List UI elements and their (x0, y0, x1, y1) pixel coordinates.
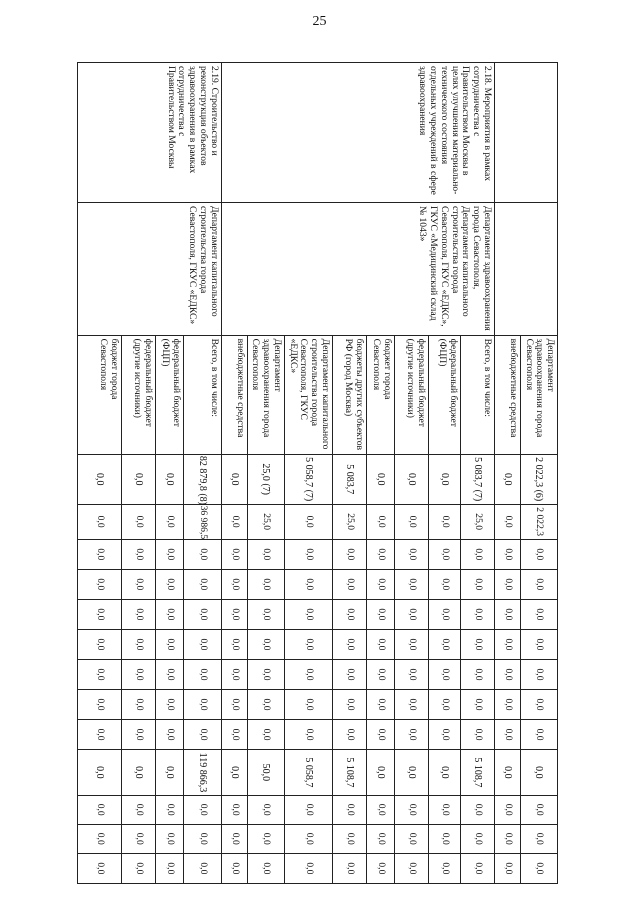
funding-source-cell: Департамент здравоохранения города Севастополя (247, 335, 284, 454)
funding-source-cell: бюджет города Севастополя (366, 335, 394, 454)
value-cell: 0,0 (494, 504, 520, 539)
value-cell: 0,0 (155, 539, 183, 569)
value-cell: 0,0 (366, 720, 394, 750)
value-cell: 0,0 (332, 539, 366, 569)
value-cell: 0,0 (332, 853, 366, 883)
value-cell: 50,0 (247, 750, 284, 796)
value-cell: 0,0 (460, 690, 494, 720)
value-cell: 0,0 (284, 539, 332, 569)
value-cell: 0,0 (394, 690, 428, 720)
funding-source-cell: Всего, в том числе: (183, 335, 221, 454)
value-cell: 0,0 (247, 659, 284, 689)
value-cell: 0,0 (77, 659, 121, 689)
value-cell: 0,0 (155, 659, 183, 689)
value-cell: 0,0 (221, 569, 247, 599)
value-cell: 0,0 (494, 454, 520, 504)
value-cell: 0,0 (332, 824, 366, 853)
value-cell: 0,0 (221, 599, 247, 629)
value-cell: 0,0 (520, 599, 557, 629)
value-cell: 0,0 (428, 690, 460, 720)
value-cell: 0,0 (77, 454, 121, 504)
value-cell: 0,0 (366, 569, 394, 599)
funding-source-cell: внебюджетные средства (494, 335, 520, 454)
value-cell: 0,0 (366, 750, 394, 796)
value-cell: 0,0 (183, 690, 221, 720)
value-cell: 0,0 (247, 795, 284, 824)
section-title-cell: 2.18. Мероприятия в рамках сотрудничества с Правительством Москвы в целях улучшения материально-технического состояния отдельных учреждений в сфере здравоохранения (221, 63, 494, 203)
section-executor-cell: Департамент капитального строительства города Севастополя, ГКУС «ЕДКС» (77, 202, 221, 335)
value-cell: 0,0 (221, 659, 247, 689)
value-cell: 0,0 (520, 659, 557, 689)
value-cell: 5 083,7 (332, 454, 366, 504)
value-cell: 0,0 (520, 853, 557, 883)
value-cell: 0,0 (394, 629, 428, 659)
value-cell: 0,0 (77, 720, 121, 750)
value-cell: 0,0 (121, 795, 155, 824)
value-cell: 0,0 (155, 454, 183, 504)
value-cell: 5 108,7 (460, 750, 494, 796)
value-cell: 0,0 (366, 599, 394, 629)
value-cell: 0,0 (77, 629, 121, 659)
value-cell: 0,0 (332, 690, 366, 720)
value-cell: 0,0 (155, 569, 183, 599)
value-cell: 0,0 (520, 795, 557, 824)
section-title-cell: 2.19. Строительство и реконструкция объектов здравоохранения в рамках сотрудничества с Правительством Москвы (77, 63, 221, 203)
value-cell: 0,0 (428, 569, 460, 599)
value-cell: 0,0 (183, 539, 221, 569)
value-cell: 0,0 (494, 795, 520, 824)
value-cell: 0,0 (428, 504, 460, 539)
value-cell: 0,0 (121, 504, 155, 539)
value-cell: 0,0 (394, 504, 428, 539)
value-cell: 0,0 (494, 824, 520, 853)
value-cell: 0,0 (121, 824, 155, 853)
value-cell: 0,0 (460, 539, 494, 569)
table-row (460, 63, 494, 884)
value-cell: 0,0 (155, 795, 183, 824)
value-cell: 0,0 (428, 853, 460, 883)
value-cell: 0,0 (247, 569, 284, 599)
value-cell: 0,0 (366, 659, 394, 689)
value-cell: 0,0 (77, 853, 121, 883)
value-cell: 0,0 (428, 629, 460, 659)
value-cell: 0,0 (394, 824, 428, 853)
value-cell: 25,0 (7) (247, 454, 284, 504)
value-cell: 0,0 (332, 629, 366, 659)
value-cell: 0,0 (394, 795, 428, 824)
value-cell: 0,0 (494, 599, 520, 629)
value-cell: 0,0 (155, 504, 183, 539)
value-cell: 0,0 (394, 720, 428, 750)
value-cell: 0,0 (121, 853, 155, 883)
funding-source-cell: федеральный бюджет (другие источники) (121, 335, 155, 454)
value-cell: 0,0 (494, 853, 520, 883)
value-cell: 0,0 (428, 659, 460, 689)
value-cell: 0,0 (366, 454, 394, 504)
value-cell: 0,0 (460, 569, 494, 599)
value-cell: 0,0 (221, 795, 247, 824)
value-cell: 0,0 (428, 720, 460, 750)
value-cell: 0,0 (155, 599, 183, 629)
value-cell: 5 083,7 (7) (460, 454, 494, 504)
value-cell: 0,0 (77, 569, 121, 599)
value-cell: 5 108,7 (332, 750, 366, 796)
value-cell: 25,0 (247, 504, 284, 539)
value-cell: 0,0 (247, 539, 284, 569)
value-cell: 5 058,7 (284, 750, 332, 796)
value-cell: 0,0 (121, 599, 155, 629)
value-cell: 0,0 (520, 690, 557, 720)
funding-source-cell: внебюджетные средства (221, 335, 247, 454)
rotated-table-container (88, 62, 558, 884)
value-cell: 0,0 (284, 629, 332, 659)
value-cell: 82 879,8 (8) (183, 454, 221, 504)
value-cell: 0,0 (284, 659, 332, 689)
value-cell: 0,0 (366, 824, 394, 853)
value-cell: 0,0 (332, 569, 366, 599)
value-cell: 0,0 (394, 659, 428, 689)
value-cell: 0,0 (366, 690, 394, 720)
value-cell: 0,0 (247, 599, 284, 629)
funding-source-cell: федеральный бюджет (ФЦП) (155, 335, 183, 454)
value-cell: 0,0 (460, 659, 494, 689)
funding-source-cell: бюджеты других субъектов РФ (город Москва) (332, 335, 366, 454)
table-row (183, 63, 221, 884)
value-cell: 0,0 (494, 539, 520, 569)
value-cell: 0,0 (520, 629, 557, 659)
value-cell: 36 986,5 (183, 504, 221, 539)
value-cell: 0,0 (247, 720, 284, 750)
value-cell: 0,0 (460, 795, 494, 824)
value-cell: 0,0 (494, 569, 520, 599)
value-cell: 0,0 (460, 824, 494, 853)
section-executor-cell (494, 202, 557, 335)
value-cell: 0,0 (155, 853, 183, 883)
value-cell: 0,0 (77, 539, 121, 569)
value-cell: 0,0 (428, 599, 460, 629)
value-cell: 0,0 (183, 824, 221, 853)
section-title-cell (494, 63, 557, 203)
value-cell: 0,0 (332, 659, 366, 689)
funding-source-cell: бюджет города Севастополя (77, 335, 121, 454)
value-cell: 0,0 (221, 750, 247, 796)
value-cell: 0,0 (121, 539, 155, 569)
value-cell: 0,0 (520, 539, 557, 569)
value-cell: 0,0 (183, 659, 221, 689)
value-cell: 0,0 (77, 824, 121, 853)
value-cell: 0,0 (520, 824, 557, 853)
value-cell: 0,0 (284, 690, 332, 720)
value-cell: 0,0 (247, 629, 284, 659)
value-cell: 0,0 (494, 690, 520, 720)
value-cell: 0,0 (460, 853, 494, 883)
budget-table (77, 62, 558, 884)
value-cell: 0,0 (247, 690, 284, 720)
value-cell: 0,0 (155, 690, 183, 720)
value-cell: 0,0 (332, 720, 366, 750)
value-cell: 0,0 (183, 853, 221, 883)
value-cell: 0,0 (221, 539, 247, 569)
value-cell: 0,0 (121, 720, 155, 750)
value-cell: 0,0 (183, 569, 221, 599)
value-cell: 0,0 (77, 750, 121, 796)
value-cell: 0,0 (394, 454, 428, 504)
value-cell: 0,0 (332, 599, 366, 629)
value-cell: 119 866,3 (183, 750, 221, 796)
value-cell: 2 022,3 (520, 504, 557, 539)
value-cell: 0,0 (155, 720, 183, 750)
value-cell: 0,0 (221, 504, 247, 539)
value-cell: 0,0 (494, 750, 520, 796)
section-executor-cell: Департамент здравоохранения города Севастополя, Департамент капитального строительства города Севастополя, ГКУС «ЕДКС», ГКУС «Медицинский склад № 1043» (221, 202, 494, 335)
value-cell: 0,0 (494, 629, 520, 659)
value-cell: 0,0 (221, 720, 247, 750)
table-body (77, 63, 557, 884)
funding-source-cell: федеральный бюджет (ФЦП) (428, 335, 460, 454)
value-cell: 0,0 (77, 504, 121, 539)
value-cell: 0,0 (394, 750, 428, 796)
value-cell: 0,0 (284, 853, 332, 883)
value-cell: 0,0 (366, 795, 394, 824)
value-cell: 0,0 (183, 720, 221, 750)
value-cell: 0,0 (366, 539, 394, 569)
value-cell: 0,0 (155, 750, 183, 796)
value-cell: 0,0 (394, 599, 428, 629)
value-cell: 0,0 (121, 629, 155, 659)
value-cell: 0,0 (183, 629, 221, 659)
value-cell: 0,0 (221, 824, 247, 853)
value-cell: 0,0 (155, 629, 183, 659)
funding-source-cell: Всего, в том числе: (460, 335, 494, 454)
value-cell: 0,0 (284, 504, 332, 539)
value-cell: 0,0 (284, 795, 332, 824)
page-number: 25 (312, 14, 327, 29)
value-cell: 0,0 (121, 690, 155, 720)
value-cell: 0,0 (460, 599, 494, 629)
value-cell: 0,0 (183, 795, 221, 824)
value-cell: 0,0 (394, 853, 428, 883)
value-cell: 0,0 (77, 795, 121, 824)
value-cell: 2 022,3 (6) (520, 454, 557, 504)
funding-source-cell: Департамент капитального строительства города Севастополя, ГКУС «ЕДКС» (284, 335, 332, 454)
value-cell: 0,0 (284, 824, 332, 853)
value-cell: 0,0 (428, 539, 460, 569)
value-cell: 0,0 (284, 569, 332, 599)
value-cell: 0,0 (428, 824, 460, 853)
value-cell: 0,0 (428, 795, 460, 824)
value-cell: 0,0 (394, 569, 428, 599)
value-cell: 0,0 (121, 750, 155, 796)
value-cell: 0,0 (428, 750, 460, 796)
value-cell: 0,0 (155, 824, 183, 853)
value-cell: 0,0 (284, 720, 332, 750)
value-cell: 0,0 (460, 720, 494, 750)
value-cell: 0,0 (394, 539, 428, 569)
value-cell: 0,0 (284, 599, 332, 629)
value-cell: 0,0 (221, 629, 247, 659)
value-cell: 0,0 (366, 629, 394, 659)
value-cell: 0,0 (221, 454, 247, 504)
value-cell: 0,0 (428, 454, 460, 504)
value-cell: 5 058,7 (7) (284, 454, 332, 504)
value-cell: 0,0 (520, 750, 557, 796)
value-cell: 0,0 (520, 569, 557, 599)
value-cell: 0,0 (121, 659, 155, 689)
table-row (520, 63, 557, 884)
value-cell: 0,0 (221, 853, 247, 883)
value-cell: 0,0 (366, 504, 394, 539)
value-cell: 25,0 (460, 504, 494, 539)
value-cell: 25,0 (332, 504, 366, 539)
value-cell: 0,0 (121, 454, 155, 504)
funding-source-cell: федеральный бюджет (другие источники) (394, 335, 428, 454)
value-cell: 0,0 (77, 599, 121, 629)
value-cell: 0,0 (121, 569, 155, 599)
value-cell: 0,0 (520, 720, 557, 750)
value-cell: 0,0 (366, 853, 394, 883)
value-cell: 0,0 (247, 824, 284, 853)
value-cell: 0,0 (183, 599, 221, 629)
value-cell: 0,0 (332, 795, 366, 824)
value-cell: 0,0 (494, 720, 520, 750)
value-cell: 0,0 (460, 629, 494, 659)
funding-source-cell: Департамент здравоохранения города Севастополя (520, 335, 557, 454)
value-cell: 0,0 (247, 853, 284, 883)
value-cell: 0,0 (221, 690, 247, 720)
value-cell: 0,0 (494, 659, 520, 689)
value-cell: 0,0 (77, 690, 121, 720)
